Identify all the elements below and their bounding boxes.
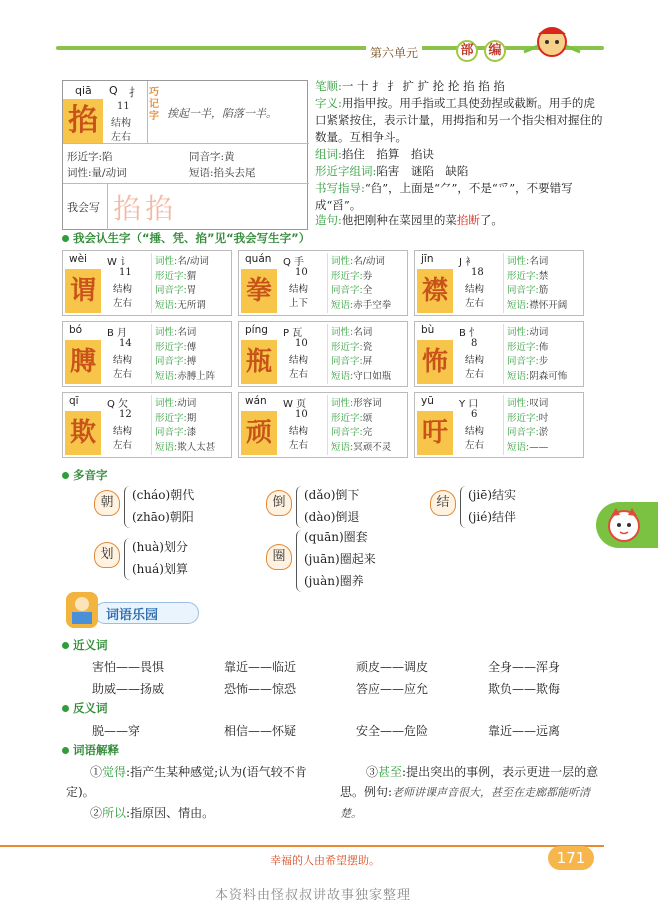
card-info: 词性:动词 形近字:期 同音字:漆 短语:欺人太甚 bbox=[155, 398, 216, 453]
write-label: 我会写 bbox=[67, 201, 100, 214]
main-radical: 扌 bbox=[129, 86, 140, 99]
tip-label: 巧记字 bbox=[149, 87, 159, 122]
card-pinyin: bù bbox=[421, 324, 435, 336]
syn-pair: 助威——扬威 bbox=[92, 682, 165, 696]
card-index: Y 口 bbox=[459, 399, 479, 410]
writing-guide: 书写指导:“臽”，上面是“⺈”，不是“爫”，不要错写成“舀”。 bbox=[315, 181, 573, 212]
char-card bbox=[238, 321, 408, 387]
page-number: 171 bbox=[548, 846, 594, 870]
card-structure: 左右 bbox=[113, 369, 133, 380]
card-index: W 页 bbox=[283, 399, 307, 410]
main-index-letter: Q bbox=[109, 84, 118, 97]
syn-pair: 顽皮——调皮 bbox=[356, 660, 429, 674]
char-card bbox=[62, 392, 232, 458]
card-structure: 左右 bbox=[289, 440, 309, 451]
unit-title: 第六单元 bbox=[366, 44, 422, 61]
card-structure: 左右 bbox=[465, 440, 485, 451]
similar-words: 形近字组词:陷害 谜陷 缺陷 bbox=[315, 164, 469, 178]
char-card bbox=[62, 250, 232, 316]
card-info: 词性:形容词 形近字:颂 同音字:完 短语:冥顽不灵 bbox=[331, 398, 392, 453]
example-sentence: 造句:他把刚种在菜园里的菜掐断了。 bbox=[315, 213, 503, 227]
syn-pair: 恐怖——惊恐 bbox=[224, 682, 297, 696]
card-structure-label: 结构 bbox=[465, 355, 485, 366]
section-recognize: 我会认生字（“捶、凭、掐”见“我会写生字”） bbox=[62, 230, 310, 246]
card-pinyin: wèi bbox=[69, 253, 87, 265]
section-antonyms: 反义词 bbox=[62, 700, 108, 716]
badge-bian: 编 bbox=[484, 40, 506, 62]
main-structure-label: 结构 bbox=[111, 118, 131, 129]
char-card bbox=[414, 321, 584, 387]
card-strokes: 10 bbox=[295, 338, 308, 349]
card-strokes: 14 bbox=[119, 338, 132, 349]
poly-line: (jiē)结实 bbox=[468, 488, 517, 502]
ant-pair: 安全——危险 bbox=[356, 724, 429, 738]
card-structure: 左右 bbox=[113, 440, 133, 451]
syn-pair: 欺负——欺侮 bbox=[488, 682, 561, 696]
card-pinyin: yū bbox=[421, 395, 434, 407]
section-polyphone: 多音字 bbox=[62, 467, 108, 483]
card-structure: 上下 bbox=[289, 298, 309, 309]
poly-char-4: 圈 bbox=[266, 544, 292, 570]
tip-text: 挨起一半，陷落一半。 bbox=[167, 107, 277, 120]
card-strokes: 11 bbox=[119, 267, 132, 278]
card-info: 词性:叹词 形近字:吋 同音字:淤 短语:—— bbox=[507, 398, 549, 453]
main-tongyin: 同音字:黄 bbox=[189, 151, 235, 163]
char-card bbox=[414, 392, 584, 458]
card-structure-label: 结构 bbox=[465, 284, 485, 295]
reading-kid-icon bbox=[66, 592, 98, 628]
card-char: 膊 bbox=[65, 340, 101, 384]
poly-line: (huà)划分 bbox=[132, 540, 188, 554]
poly-line: (juān)圈起来 bbox=[304, 552, 376, 566]
card-char: 吁 bbox=[417, 411, 453, 455]
badge-bu: 部 bbox=[456, 40, 478, 62]
watermark: 本资料由怪叔叔讲故事独家整理 bbox=[215, 888, 412, 903]
card-char: 瓶 bbox=[241, 340, 277, 384]
card-index: W 讠 bbox=[107, 257, 131, 268]
card-structure: 左右 bbox=[465, 369, 485, 380]
card-char: 拳 bbox=[241, 269, 277, 313]
poly-line: (jié)结伴 bbox=[468, 510, 517, 524]
card-strokes: 18 bbox=[471, 267, 484, 278]
card-info: 词性:动词 形近字:佈 同音字:步 短语:阴森可怖 bbox=[507, 327, 568, 382]
card-structure-label: 结构 bbox=[289, 284, 309, 295]
card-structure-label: 结构 bbox=[289, 426, 309, 437]
mascot-icon bbox=[520, 22, 584, 62]
card-char: 谓 bbox=[65, 269, 101, 313]
poly-char-1: 倒 bbox=[266, 490, 292, 516]
main-char-card bbox=[62, 80, 308, 230]
syn-pair: 全身——浑身 bbox=[488, 660, 561, 674]
card-pinyin: jīn bbox=[421, 253, 434, 265]
card-structure-label: 结构 bbox=[465, 426, 485, 437]
card-info: 词性:名词 形近字:傅 同音字:搏 短语:赤膊上阵 bbox=[155, 327, 216, 382]
poly-line: (dǎo)倒下 bbox=[304, 488, 360, 502]
explain-3: ③甚至:提出突出的事例，表示更进一层的意思。例句:老师讲课声音很大，甚至在走廊都能听清楚。 bbox=[340, 765, 599, 820]
card-info: 词性:名词 形近字:瓷 同音字:屏 短语:守口如瓶 bbox=[331, 327, 392, 382]
card-index: J 衤 bbox=[459, 257, 476, 268]
words: 组词:掐住 掐算 掐诀 bbox=[315, 147, 434, 161]
card-info: 词性:名/动词 形近字:券 同音字:全 短语:赤手空拳 bbox=[331, 256, 392, 311]
char-card bbox=[414, 250, 584, 316]
card-pinyin: bó bbox=[69, 324, 83, 336]
card-structure: 左右 bbox=[289, 369, 309, 380]
poly-line: (quān)圈套 bbox=[304, 530, 368, 544]
card-index: B 忄 bbox=[459, 328, 480, 339]
poly-line: (zhāo)朝阳 bbox=[132, 510, 194, 524]
card-pinyin: wán bbox=[245, 395, 267, 407]
card-pinyin: quán bbox=[245, 253, 272, 265]
card-structure-label: 结构 bbox=[113, 284, 133, 295]
ant-pair: 脱——穿 bbox=[92, 724, 141, 738]
card-pinyin: píng bbox=[245, 324, 268, 336]
poly-line: (juàn)圈养 bbox=[304, 574, 364, 588]
char-card bbox=[238, 250, 408, 316]
card-index: P 瓦 bbox=[283, 328, 303, 339]
poly-char-2: 结 bbox=[430, 490, 456, 516]
section-explain: 词语解释 bbox=[62, 742, 119, 758]
poly-char-0: 朝 bbox=[94, 490, 120, 516]
ant-pair: 靠近——远离 bbox=[488, 724, 561, 738]
card-char: 襟 bbox=[417, 269, 453, 313]
main-cixing: 词性:量/动词 bbox=[67, 167, 127, 179]
syn-pair: 答应——应允 bbox=[356, 682, 429, 696]
card-index: B 月 bbox=[107, 328, 128, 339]
card-info: 词性:名/动词 形近字:猬 同音字:胃 短语:无所谓 bbox=[155, 256, 209, 311]
explain-2: ②所以:指原因、情由。 bbox=[90, 806, 215, 820]
syn-pair: 害怕——畏惧 bbox=[92, 660, 165, 674]
card-char: 顽 bbox=[241, 411, 277, 455]
poly-line: (huá)划算 bbox=[132, 562, 188, 576]
main-xingjin: 形近字:陷 bbox=[67, 151, 113, 163]
card-pinyin: qī bbox=[69, 395, 79, 407]
fox-icon bbox=[604, 506, 644, 544]
footer-line bbox=[0, 845, 604, 847]
char-card bbox=[62, 321, 232, 387]
word-garden-banner: 词语乐园 bbox=[66, 592, 201, 630]
main-duanyu: 短语:掐头去尾 bbox=[189, 167, 256, 179]
card-structure: 左右 bbox=[465, 298, 485, 309]
footer-motto: 幸福的人由希望摆助。 bbox=[270, 854, 380, 867]
card-structure-label: 结构 bbox=[113, 426, 133, 437]
syn-pair: 靠近——临近 bbox=[224, 660, 297, 674]
card-structure-label: 结构 bbox=[289, 355, 309, 366]
poly-line: (dào)倒退 bbox=[304, 510, 360, 524]
card-structure-label: 结构 bbox=[113, 355, 133, 366]
card-strokes: 8 bbox=[471, 338, 478, 349]
card-strokes: 10 bbox=[295, 409, 308, 420]
char-card bbox=[238, 392, 408, 458]
ant-pair: 相信——怀疑 bbox=[224, 724, 297, 738]
main-pinyin: qiā bbox=[75, 84, 92, 97]
card-index: Q 手 bbox=[283, 257, 305, 268]
card-char: 怖 bbox=[417, 340, 453, 384]
meaning: 字义:用指甲按。用手指或工具使劲捏或截断。用手的虎口紧紧按住，表示计量，用拇指和另一个指尖相对握住的数量。互相争斗。 bbox=[315, 96, 603, 144]
card-info: 词性:名词 形近字:禁 同音字:筋 短语:襟怀开阔 bbox=[507, 256, 568, 311]
trace-chars: 掐掐 bbox=[113, 192, 178, 225]
main-structure: 左右 bbox=[111, 132, 131, 143]
card-strokes: 12 bbox=[119, 409, 132, 420]
stroke-order: 笔顺:一 十 扌 扌 扩 扩 抡 抡 掐 掐 掐 bbox=[315, 79, 505, 93]
main-char: 掐 bbox=[63, 99, 103, 143]
main-strokes: 11 bbox=[117, 101, 130, 112]
poly-char-3: 划 bbox=[94, 542, 120, 568]
explain-1: ①觉得:指产生某种感觉;认为(语气较不肯定)。 bbox=[66, 765, 307, 799]
card-strokes: 6 bbox=[471, 409, 478, 420]
card-structure: 左右 bbox=[113, 298, 133, 309]
card-index: Q 欠 bbox=[107, 399, 129, 410]
card-char: 欺 bbox=[65, 411, 101, 455]
section-synonyms: 近义词 bbox=[62, 637, 108, 653]
card-strokes: 10 bbox=[295, 267, 308, 278]
poly-line: (cháo)朝代 bbox=[132, 488, 195, 502]
